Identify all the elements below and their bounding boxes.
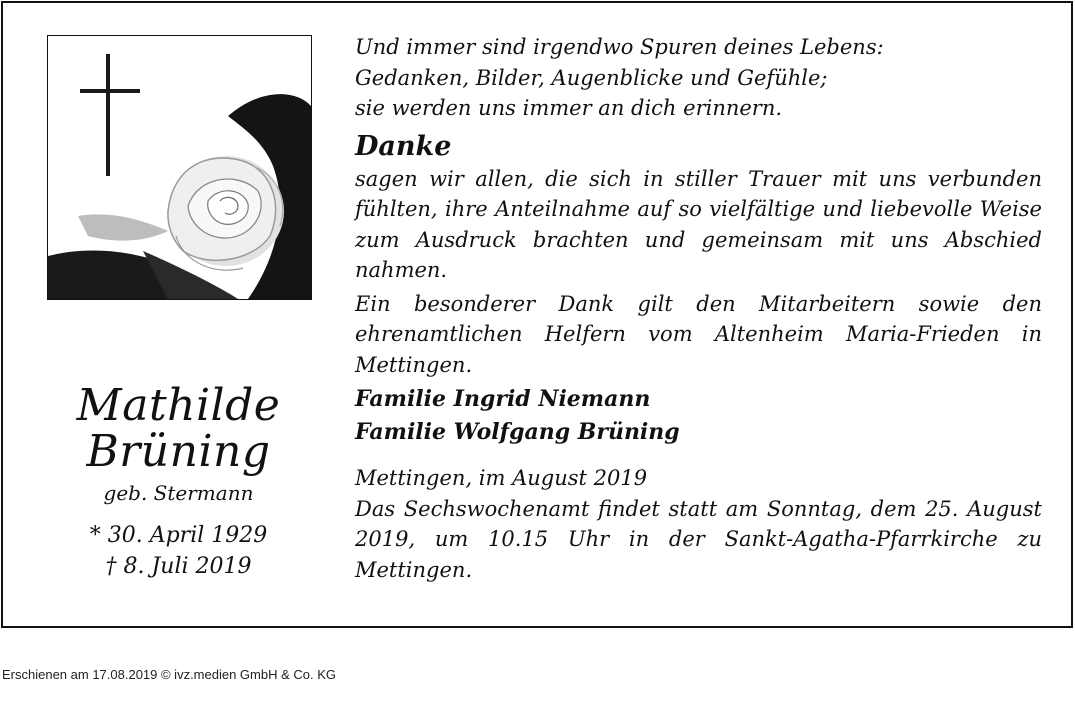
thanks-paragraph: sagen wir allen, die sich in stiller Trauer mit uns verbunden fühlten, ihre Anteilnahme auf so vielfältige und liebevolle Weise zum Ausdruck brachten und gemeinsam mit uns Abschied nahmen.	[355, 166, 1042, 282]
poem-line: Und immer sind irgendwo Spuren deines Lebens:	[355, 35, 884, 59]
deceased-name-block	[47, 380, 310, 579]
special-thanks-paragraph: Ein besonderer Dank gilt den Mitarbeitern sowie den ehrenamtlichen Helfern vom Altenheim Maria-Frieden in Mettingen.	[355, 291, 1042, 377]
publication-footer: Erschienen am 17.08.2019 © ivz.medien GmbH & Co. KG	[2, 667, 337, 682]
family-name: Familie Wolfgang Brüning	[355, 419, 680, 445]
family-name: Familie Ingrid Niemann	[355, 386, 651, 412]
birth-date: * 30. April 1929	[89, 523, 268, 548]
last-name: Brüning	[86, 426, 271, 477]
service-paragraph: Das Sechswochenamt findet statt am Sonntag, dem 25. August 2019, um 10.15 Uhr in der Sankt-Agatha-Pfarrkirche zu Mettingen.	[355, 496, 1042, 582]
obituary-frame	[1, 1, 1073, 628]
poem-line: Gedanken, Bilder, Augenblicke und Gefühle;	[355, 65, 828, 90]
cross-and-rose-icon	[47, 35, 312, 300]
first-name: Mathilde	[76, 380, 281, 431]
place-date: Mettingen, im August 2019	[355, 466, 648, 490]
birth-name: geb. Stermann	[103, 481, 254, 505]
obituary-text	[355, 32, 1042, 585]
death-date: † 8. Juli 2019	[105, 554, 252, 579]
poem-line: sie werden uns immer an dich erinnern.	[355, 96, 783, 120]
thanks-heading: Danke	[355, 130, 452, 162]
